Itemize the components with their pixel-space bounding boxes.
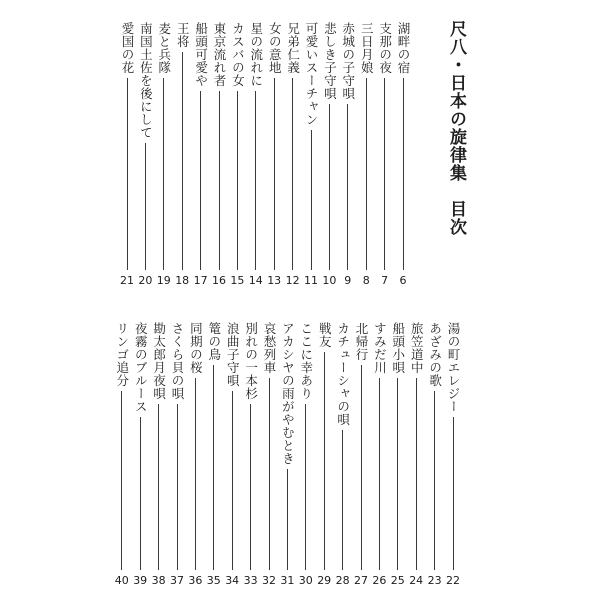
toc-entry-title: 哀愁列車 [262, 322, 277, 374]
leader-line [237, 91, 238, 270]
toc-entry [260, 322, 278, 588]
toc-entry [297, 322, 315, 588]
leader-line [200, 91, 201, 270]
toc-entry-page: 23 [427, 574, 442, 587]
toc-entry [376, 22, 394, 288]
toc-entry-title: カスバの女 [230, 22, 246, 87]
toc-entry-title: リンゴ追分 [114, 322, 130, 387]
leader-line [292, 78, 293, 270]
toc-entry-title: 赤城の子守唄 [340, 22, 356, 100]
toc-entry-page: 21 [120, 274, 134, 287]
leader-line [269, 378, 270, 570]
toc-entry-title: 南国土佐を後にして [138, 22, 154, 139]
toc-entry-title: 篭の鳥 [206, 322, 222, 361]
leader-line [403, 78, 404, 270]
toc-entry [334, 322, 352, 588]
toc-entry-page: 25 [390, 574, 405, 587]
toc-entry [394, 22, 412, 288]
toc-entry-page: 12 [285, 274, 300, 287]
toc-entry-title: 悲しき子守唄 [322, 22, 338, 100]
toc-entry-title: 支那の夜 [377, 22, 393, 74]
toc-entry [352, 322, 370, 588]
toc-entry-page: 13 [267, 274, 282, 287]
leader-line [232, 391, 233, 570]
toc-entry-page: 34 [225, 574, 240, 587]
toc-entry [155, 22, 173, 288]
toc-entry [186, 322, 204, 588]
leader-line [177, 404, 178, 570]
toc-entry-page: 20 [138, 274, 153, 287]
leader-line [384, 78, 385, 270]
toc-entry [339, 22, 357, 288]
toc-entry-page: 29 [317, 574, 332, 587]
toc-entry-page: 22 [446, 574, 460, 587]
toc-entry-title: 夜霧のブルース [133, 322, 149, 413]
toc-entry-title: 湯の町エレジー [446, 322, 461, 413]
toc-entry-page: 16 [212, 274, 226, 287]
toc-entry [136, 22, 154, 288]
leader-line [379, 378, 380, 570]
toc-entry-title: 勘太郎月夜唄 [151, 322, 167, 400]
toc-entry [278, 322, 296, 588]
leader-line [324, 352, 325, 570]
leader-line [163, 78, 164, 270]
toc-entry-title: ここに幸あり [298, 322, 314, 400]
leader-line [127, 78, 128, 270]
leader-line [311, 130, 312, 270]
page-title: 尺八・日本の旋律集 目次 [446, 20, 466, 236]
toc-entry-title: 兄弟仁義 [285, 22, 301, 74]
toc-entry [426, 322, 444, 588]
toc-entry [370, 322, 388, 588]
toc-entry-page: 37 [170, 574, 184, 587]
leader-line [255, 91, 256, 270]
toc-entry-page: 31 [280, 574, 295, 587]
toc-entry [389, 322, 407, 588]
toc-entry-title: 愛国の花 [120, 22, 135, 74]
toc-entry [150, 322, 168, 588]
toc-entry-page: 28 [335, 574, 350, 587]
leader-line [140, 417, 141, 570]
leader-line [287, 469, 288, 570]
leader-line [158, 404, 159, 570]
toc-entry-page: 30 [298, 574, 313, 587]
toc-entry-title: 船頭可愛や [193, 22, 209, 87]
toc-entry-title: 戦友 [317, 322, 333, 348]
leader-line [195, 378, 196, 570]
toc-entry-page: 36 [188, 574, 203, 587]
toc-entry-title: 星の流れに [248, 22, 264, 87]
toc-entry [205, 322, 223, 588]
leader-line [274, 78, 275, 270]
toc-entry-page: 26 [372, 574, 387, 587]
toc-entry-page: 39 [133, 574, 148, 587]
toc-entry-page: 38 [151, 574, 166, 587]
toc-entry-title: 東京流れ者 [212, 22, 227, 87]
toc-entry-title: 旅笠道中 [409, 322, 425, 374]
toc-entry-page: 17 [193, 274, 208, 287]
toc-entry-title: 可愛いスーチャン [304, 22, 319, 126]
toc-entry [228, 22, 246, 288]
toc-entry-page: 11 [304, 274, 318, 287]
toc-entry [444, 322, 462, 588]
toc-entry-title: 三日月娘 [359, 22, 375, 74]
toc-entry-page: 32 [262, 574, 276, 587]
toc-entry [242, 322, 260, 588]
toc-entry-title: 浪曲子守唄 [225, 322, 241, 387]
leader-line [416, 378, 417, 570]
toc-entry-page: 7 [381, 274, 389, 287]
leader-line [453, 417, 454, 570]
toc-entry [315, 322, 333, 588]
toc-entry-page: 15 [230, 274, 245, 287]
toc-entry [265, 22, 283, 288]
toc-entry-page: 40 [114, 574, 129, 587]
toc-entry-title: 同期の桜 [188, 322, 204, 374]
toc-entry [357, 22, 375, 288]
leader-line [305, 404, 306, 570]
toc-entry-title: 別れの一本杉 [243, 322, 259, 400]
toc-entry [247, 22, 265, 288]
toc-entry [302, 22, 320, 288]
leader-line [213, 365, 214, 570]
toc-entry-title: 王将 [175, 22, 191, 48]
toc-entry-title: すみだ川 [372, 322, 388, 374]
toc-entry-page: 24 [409, 574, 424, 587]
toc-entry [223, 322, 241, 588]
leader-line [329, 104, 330, 270]
toc-entry-page: 19 [156, 274, 171, 287]
toc-entry-title: さくら貝の唄 [170, 322, 185, 400]
toc-entry-title: 麦と兵隊 [156, 22, 172, 74]
leader-line [121, 391, 122, 570]
leader-line [250, 404, 251, 570]
toc-entry-page: 35 [206, 574, 221, 587]
toc-entry-title: 女の意地 [267, 22, 283, 74]
leader-line [361, 365, 362, 570]
leader-line [434, 391, 435, 570]
toc-entry-page: 10 [322, 274, 337, 287]
toc-entry [192, 22, 210, 288]
toc-entry-page: 9 [344, 274, 352, 287]
toc-entry-page: 14 [248, 274, 263, 287]
toc-entry-title: 船頭小唄 [390, 322, 406, 374]
leader-line [219, 91, 220, 270]
toc-entry [320, 22, 338, 288]
toc-entry-page: 18 [175, 274, 190, 287]
toc-entry [284, 22, 302, 288]
toc-entry-title: カチューシャの唄 [335, 322, 351, 426]
leader-line [145, 143, 146, 270]
toc-entry [113, 322, 131, 588]
toc-entry-title: アカシヤの雨がやむとき [280, 322, 296, 465]
toc-entry [168, 322, 186, 588]
toc-entry [210, 22, 228, 288]
toc-entry-page: 33 [243, 574, 258, 587]
toc-entry-page: 6 [399, 274, 407, 287]
toc-entry [131, 322, 149, 588]
leader-line [366, 78, 367, 270]
leader-line [342, 430, 343, 570]
toc-entry [173, 22, 191, 288]
toc-entry-title: 湖畔の宿 [396, 22, 411, 74]
toc-entry [407, 322, 425, 588]
leader-line [397, 378, 398, 570]
toc-entry-page: 8 [362, 274, 370, 287]
toc-entry-page: 27 [354, 574, 368, 587]
leader-line [182, 52, 183, 270]
toc-entry [118, 22, 136, 288]
toc-entry-title: 北帰行 [354, 322, 369, 361]
leader-line [347, 104, 348, 270]
toc-entry-title: あざみの歌 [427, 322, 443, 387]
